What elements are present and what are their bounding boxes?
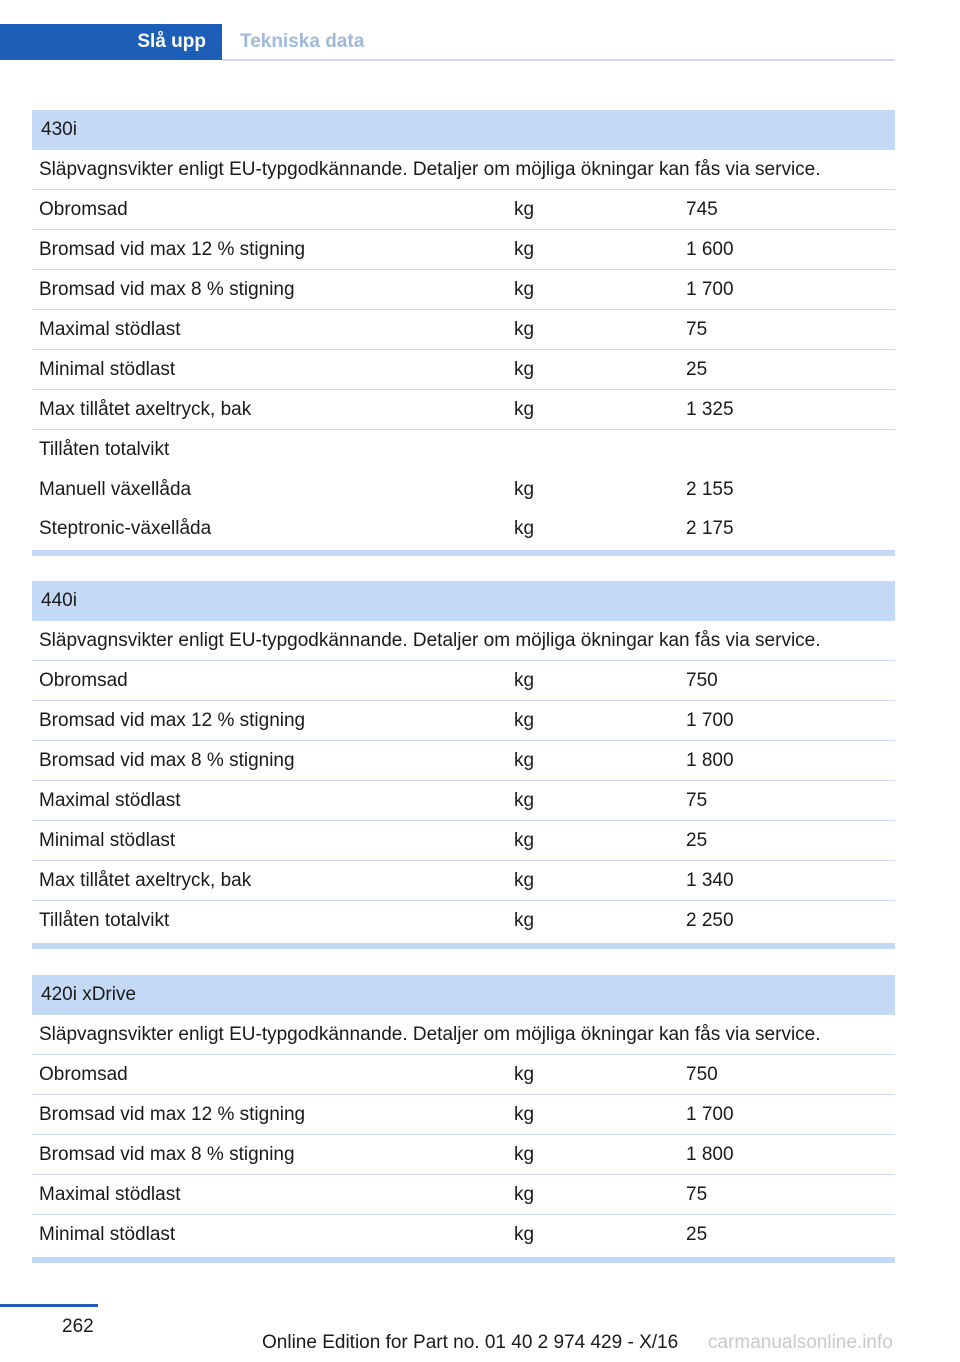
tab-tekniska-data[interactable]: Tekniska data [240, 31, 365, 52]
section-note: Släpvagnsvikter enligt EU-typgodkännande. Detaljer om möjliga ökningar kan fås via service. [39, 1024, 821, 1045]
row-label: Minimal stödlast [39, 359, 176, 380]
table-row [32, 661, 895, 701]
table-row [32, 861, 895, 901]
row-unit: kg [514, 1144, 535, 1165]
section-note-row [32, 150, 895, 190]
table-row [32, 1175, 895, 1215]
table-row [32, 390, 895, 430]
row-unit: kg [514, 319, 535, 340]
row-unit: kg [514, 1224, 535, 1245]
watermark: carmanualsonline.info [708, 1332, 893, 1353]
row-label: Tillåten totalvikt [39, 439, 170, 460]
row-unit: kg [514, 910, 535, 931]
table-row [32, 821, 895, 861]
section-title: 440i [32, 581, 895, 621]
tab-sla-upp[interactable]: Slå upp [0, 24, 222, 60]
row-value: 1 700 [686, 279, 734, 300]
section-end-bar [32, 1257, 895, 1263]
row-label: Minimal stödlast [39, 830, 176, 851]
table-row [32, 901, 895, 941]
row-value: 1 800 [686, 1144, 734, 1165]
table-row [32, 350, 895, 390]
row-unit: kg [514, 870, 535, 891]
row-label: Bromsad vid max 12 % stigning [39, 1104, 306, 1125]
table-row [32, 270, 895, 310]
row-unit: kg [514, 239, 535, 260]
row-label: Obromsad [39, 199, 128, 220]
row-label: Obromsad [39, 1064, 128, 1085]
row-value: 25 [686, 359, 708, 380]
row-label: Maximal stödlast [39, 1184, 181, 1205]
row-label: Tillåten totalvikt [39, 910, 170, 931]
row-value: 2 155 [686, 479, 734, 500]
row-unit: kg [514, 1184, 535, 1205]
section-end-bar [32, 943, 895, 949]
table-row [32, 1215, 895, 1255]
row-unit: kg [514, 518, 535, 539]
section-note-row [32, 621, 895, 661]
row-label: Max tillåtet axeltryck, bak [39, 870, 252, 891]
row-value: 1 700 [686, 710, 734, 731]
section-note: Släpvagnsvikter enligt EU-typgodkännande. Detaljer om möjliga ökningar kan fås via service. [39, 630, 821, 651]
row-unit: kg [514, 790, 535, 811]
table-row [32, 1055, 895, 1095]
row-label: Maximal stödlast [39, 790, 181, 811]
row-label: Bromsad vid max 12 % stigning [39, 710, 306, 731]
row-value: 745 [686, 199, 718, 220]
row-label: Bromsad vid max 8 % stigning [39, 1144, 295, 1165]
spec-table-430i [32, 110, 895, 556]
table-row [32, 1095, 895, 1135]
row-unit: kg [514, 479, 535, 500]
row-label: Bromsad vid max 8 % stigning [39, 279, 295, 300]
row-unit: kg [514, 1104, 535, 1125]
table-row [32, 230, 895, 270]
row-value: 25 [686, 1224, 708, 1245]
table-row [32, 701, 895, 741]
row-label: Bromsad vid max 8 % stigning [39, 750, 295, 771]
row-label: Manuell växellåda [39, 479, 192, 500]
row-unit: kg [514, 1064, 535, 1085]
section-title: 430i [32, 110, 895, 150]
table-row [32, 310, 895, 350]
section-note: Släpvagnsvikter enligt EU-typgodkännande. Detaljer om möjliga ökningar kan fås via service. [39, 159, 821, 180]
row-value: 1 600 [686, 239, 734, 260]
table-row [32, 1135, 895, 1175]
row-value: 1 800 [686, 750, 734, 771]
row-value: 1 340 [686, 870, 734, 891]
row-unit: kg [514, 750, 535, 771]
table-row [32, 430, 895, 470]
row-label: Obromsad [39, 670, 128, 691]
spec-table-420i-xdrive [32, 975, 895, 1263]
table-row [32, 741, 895, 781]
row-value: 1 325 [686, 399, 734, 420]
header-divider [222, 59, 895, 61]
row-unit: kg [514, 830, 535, 851]
row-unit: kg [514, 399, 535, 420]
row-value: 2 250 [686, 910, 734, 931]
row-unit: kg [514, 359, 535, 380]
row-value: 750 [686, 1064, 718, 1085]
row-value: 750 [686, 670, 718, 691]
row-label: Maximal stödlast [39, 319, 181, 340]
section-note-row [32, 1015, 895, 1055]
row-unit: kg [514, 279, 535, 300]
row-value: 75 [686, 790, 708, 811]
spec-table-440i [32, 581, 895, 949]
row-value: 75 [686, 1184, 708, 1205]
row-value: 1 700 [686, 1104, 734, 1125]
footer-accent-line [0, 1304, 98, 1307]
table-row [32, 470, 895, 509]
row-unit: kg [514, 199, 535, 220]
row-label: Minimal stödlast [39, 1224, 176, 1245]
section-end-bar [32, 550, 895, 556]
section-title: 420i xDrive [32, 975, 895, 1015]
row-value: 2 175 [686, 518, 734, 539]
page-number: 262 [62, 1316, 94, 1337]
row-unit: kg [514, 670, 535, 691]
row-label: Max tillåtet axeltryck, bak [39, 399, 252, 420]
table-row [32, 509, 895, 548]
row-value: 25 [686, 830, 708, 851]
page-header [0, 24, 895, 62]
table-row [32, 190, 895, 230]
edition-text: Online Edition for Part no. 01 40 2 974 429 - X/16 [262, 1332, 679, 1353]
row-label: Steptronic-växellåda [39, 518, 212, 539]
table-row [32, 781, 895, 821]
row-unit: kg [514, 710, 535, 731]
row-value: 75 [686, 319, 708, 340]
row-label: Bromsad vid max 12 % stigning [39, 239, 306, 260]
